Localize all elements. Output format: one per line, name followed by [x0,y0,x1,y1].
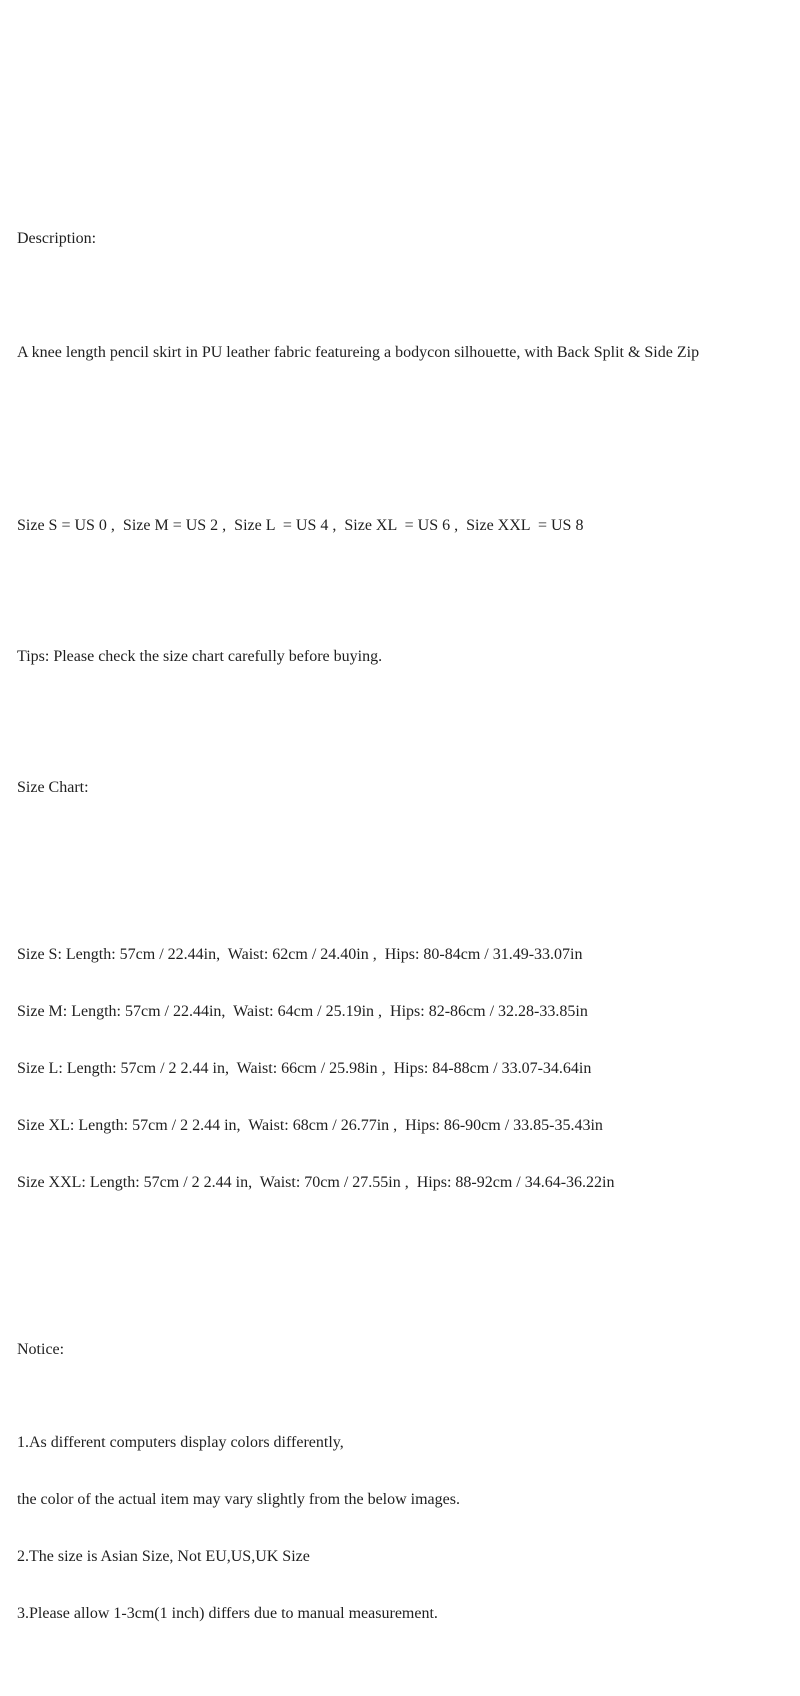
spacer [17,1283,800,1303]
size-chart-row-xxl: Size XXL: Length: 57cm / 2 2.44 in, Waist: 70cm / 27.55in , Hips: 88-92cm / 34.64-36.22in [17,1174,615,1191]
spacer [17,285,800,306]
notice-line: 2.The size is Asian Size, Not EU,US,UK Size [17,1548,310,1565]
size-chart-row-l: Size L: Length: 57cm / 2 2.44 in, Waist: 66cm / 25.98in , Hips: 84-88cm / 33.07-34.64in [17,1060,592,1077]
description-heading: Description: [17,230,97,247]
notice-line: the color of the actual item may vary slightly from the below images. [17,1491,460,1508]
tips-text: Tips: Please check the size chart carefully before buying. [17,648,383,665]
size-mapping: Size S = US 0 , Size M = US 2 , Size L = US 4 , Size XL = US 6 , Size XXL = US 8 [17,517,584,534]
notice-heading: Notice: [17,1341,65,1358]
spacer [17,852,800,872]
size-chart-row-xl: Size XL: Length: 57cm / 2 2.44 in, Waist: 68cm / 26.77in , Hips: 86-90cm / 33.85-35.43in [17,1117,603,1134]
size-chart-row-m: Size M: Length: 57cm / 22.44in, Waist: 64cm / 25.19in , Hips: 82-86cm / 32.28-33.85in [17,1003,588,1020]
notice-list [17,1396,800,1660]
product-description-document [17,174,800,1696]
spacer [17,721,800,741]
size-chart-heading: Size Chart: [17,779,89,796]
spacer [17,417,800,479]
size-chart-table [17,908,800,1229]
notice-line: 3.Please allow 1-3cm(1 inch) differs due to manual measurement. [17,1605,438,1622]
notice-line: 1.As different computers display colors differently, [17,1434,344,1451]
spacer [17,590,800,610]
description-text: A knee length pencil skirt in PU leather fabric featureing a bodycon silhouette, with Back Split & Side Zip [17,344,700,361]
size-chart-row-s: Size S: Length: 57cm / 22.44in, Waist: 62cm / 24.40in , Hips: 80-84cm / 31.49-33.07in [17,946,583,963]
